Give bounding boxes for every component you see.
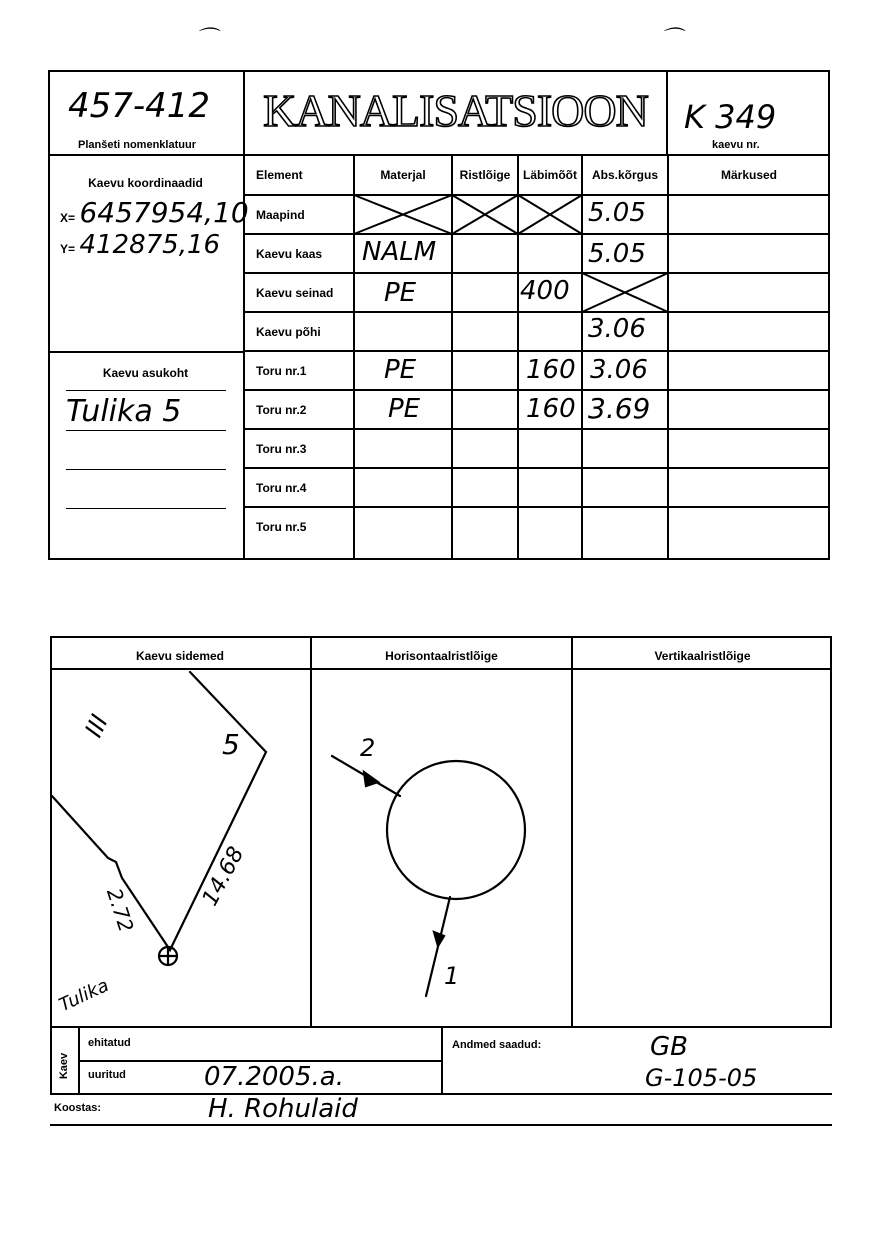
annot-iii: III [79,710,114,742]
cell-abs-0: 5.05 [588,198,646,228]
cell-abs-5: 3.69 [588,392,651,425]
col-header-labimoot: Läbimõõt [523,168,577,182]
cell-labimoot-4: 160 [526,355,576,385]
nomenclature-label: Planšeti nomenklatuur [78,139,196,151]
row-element-5: Toru nr.2 [256,403,307,417]
surveyed-value: 07.2005.a. [204,1062,344,1092]
footer-side-label: Kaev [58,1052,70,1080]
cell-labimoot-5: 160 [526,394,576,424]
row-element-7: Toru nr.4 [256,481,307,495]
row-element-6: Toru nr.3 [256,442,307,456]
compiled-value: H. Rohulaid [208,1094,358,1124]
well-number-label: kaevu nr. [712,139,760,151]
sketch-header-horizontal: Horisontaalristlõige [385,649,498,663]
page-title: KANALISATSIOON [263,85,648,136]
annot-14-68: 14.68 [197,842,250,911]
cell-labimoot-2: 400 [520,276,570,306]
compiled-label: Koostas: [54,1102,102,1114]
col-header-abs: Abs.kõrgus [591,168,658,182]
data-source-value-1: GB [650,1032,688,1062]
corner-mark-right: ⌒ [660,27,683,52]
cell-abs-3: 3.06 [588,314,646,344]
location-label: Kaevu asukoht [102,366,189,380]
building-outline [52,672,266,950]
col-header-markused: Märkused [720,168,778,182]
sketch-header-ties: Kaevu sidemed [135,649,225,663]
cell-materjal-4: PE [384,355,417,385]
annot-2-72: 2.72 [101,885,139,935]
x-coordinate: X= 6457954,10 [60,196,249,229]
well-number-value: K 349 [684,98,777,136]
cell-abs-1: 5.05 [588,239,646,269]
row-element-1: Kaevu kaas [256,247,323,261]
nomenclature-value: 457-412 [68,86,211,126]
col-header-ristloige: Ristlõige [459,168,511,182]
annot-5: 5 [222,728,240,761]
cell-materjal-2: PE [384,278,417,308]
well-circle [387,761,525,899]
col-header-materjal: Materjal [380,168,426,182]
row-element-2: Kaevu seinad [256,286,334,300]
built-label: ehitatud [88,1037,131,1049]
row-element-4: Toru nr.1 [256,364,307,378]
surveyed-label: uuritud [88,1069,126,1081]
location-value: Tulika 5 [66,394,182,429]
annot-street: Tulika [56,974,113,1017]
sketch-header-vertical: Vertikaalristlõige [654,649,751,663]
cell-materjal-1: NALM [362,237,437,267]
row-element-0: Maapind [256,208,305,222]
pipe-1-label: 1 [444,962,460,990]
cell-abs-4: 3.06 [590,355,648,385]
data-source-label: Andmed saadud: [452,1039,542,1051]
pipe-2-label: 2 [360,734,376,762]
row-element-3: Kaevu põhi [256,325,321,339]
corner-mark-left: ⌒ [195,27,218,52]
coords-label: Kaevu koordinaadid [88,176,203,190]
row-element-8: Toru nr.5 [256,520,307,534]
col-header-element: Element [256,168,303,182]
cell-materjal-5: PE [388,394,421,424]
y-coordinate: Y= 412875,16 [60,230,221,260]
data-source-value-2: G-105-05 [645,1064,758,1092]
